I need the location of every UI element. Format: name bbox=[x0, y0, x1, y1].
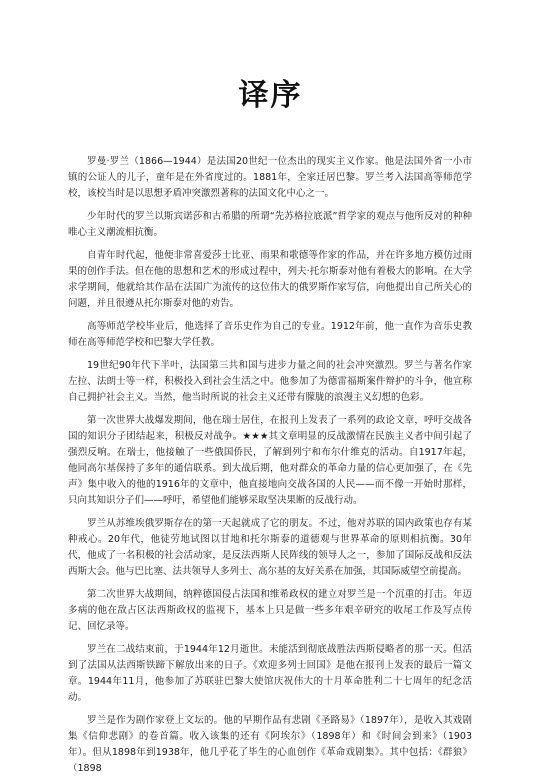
paragraph: 高等师范学校毕业后，他选择了音乐史作为自己的专业。1912年前，他一直作为音乐史教师在高等师范学校和巴黎大学任教。 bbox=[68, 321, 472, 348]
paragraph: 罗兰从苏维埃俄罗斯存在的第一天起就成了它的朋友。不过，他对苏联的国内政策也存有某种戒心。20年代，他徒劳地试图以甘地和托尔斯泰的道德观与世界革命的原则相抗衡。30年代，他成了一名积极的社会活动家，是反法西斯人民阵线的领导人之一，参加了国际反战和反法西斯大会。他与巴比塞、法共领导人多列士、高尔基的友好关系在加强，其国际威望空前提高。 bbox=[68, 518, 472, 577]
preface-body bbox=[68, 154, 472, 784]
paragraph: 罗兰在二战结束前，于1944年12月逝世。未能活到彻底战胜法西斯侵略者的那一天。但活到了法国从法西斯铁蹄下解放出来的日子。《欢迎多列士回国》是他在报刊上发表的最后一篇文章。1944年11月，他参加了苏联驻巴黎大使馆庆祝伟大的十月革命胜利二十七周年的纪念活动。 bbox=[68, 644, 472, 703]
paragraph: 罗曼·罗兰（1866—1944）是法国20世纪一位杰出的现实主义作家。他是法国外省一小市镇的公证人的儿子，童年是在外省度过的。1881年，全家迁居巴黎。罗兰考入法国高等师范学校，该校当时是以思想矛盾冲突激烈著称的法国文化中心之一。 bbox=[68, 156, 472, 199]
paragraph: 19世纪90年代下半叶，法国第三共和国与进步力量之间的社会冲突激烈。罗兰与著名作家左拉、法朗士等一样，积极投入到社会生活之中。他参加了为德雷福斯案件辩护的斗争，他宣称自己拥护社会主义。当然，他当时所说的社会主义还带有朦胧的浪漫主义幻想的色彩。 bbox=[68, 360, 472, 403]
paragraph: 少年时代的罗兰以斯宾诺莎和古希腊的所谓“先苏格拉底派”哲学家的观点与他所反对的种种唯心主义潮流相抗衡。 bbox=[68, 211, 472, 238]
paragraph: 罗兰是作为剧作家登上文坛的。他的早期作品有悲剧《圣路易》（1897年），是收入其戏剧集《信仰悲剧》的卷首篇。收入该集的还有《阿埃尔》（1898年）和《时间会到来》（1903年）。但从1898年到1938年，他几乎花了毕生的心血创作《革命戏剧集》。其中包括：《群狼》（1898 bbox=[68, 715, 472, 774]
paragraph: 第一次世界大战爆发期间，他在瑞士居住，在报刊上发表了一系列的政论文章，呼吁交战各国的知识分子团结起来，积极反对战争。★★★其文章明显的反战激情在民族主义者中间引起了强烈反响。在瑞士，他接触了一些俄国侨民，了解到列宁和布尔什维克的活动。自1917年起，他同高尔基保持了多年的通信联系。到大战后期，他对群众的革命力量的信心更加强了，在《先声》集中收入的他的1916年的文章中，他直接地向交战各国的人民——而不像一开始时那样，只向其知识分子们——呼吁，希望他们能够采取坚决果断的反战行动。 bbox=[68, 415, 472, 506]
paragraph: 自青年时代起，他便非常喜爱莎士比亚、雨果和歌德等作家的作品，并在许多地方模仿过雨果的创作手法。但在他的思想和艺术的形成过程中，列夫·托尔斯泰对他有着极大的影响。在大学求学期间，他就给其作品在法国广为流传的这位伟大的俄罗斯作家写信，向他提出自己所关心的问题，并且很遵从托尔斯泰对他的劝告。 bbox=[68, 250, 472, 309]
paragraph: 第二次世界大战期间，纳粹德国侵占法国和维希政权的建立对罗兰是一个沉重的打击。年迈多病的他在敌占区法西斯政权的监视下，基本上只是做一些多年艰辛研究的收尾工作及写点传记、回忆录等。 bbox=[68, 589, 472, 632]
page-title: 译序 bbox=[238, 78, 303, 113]
